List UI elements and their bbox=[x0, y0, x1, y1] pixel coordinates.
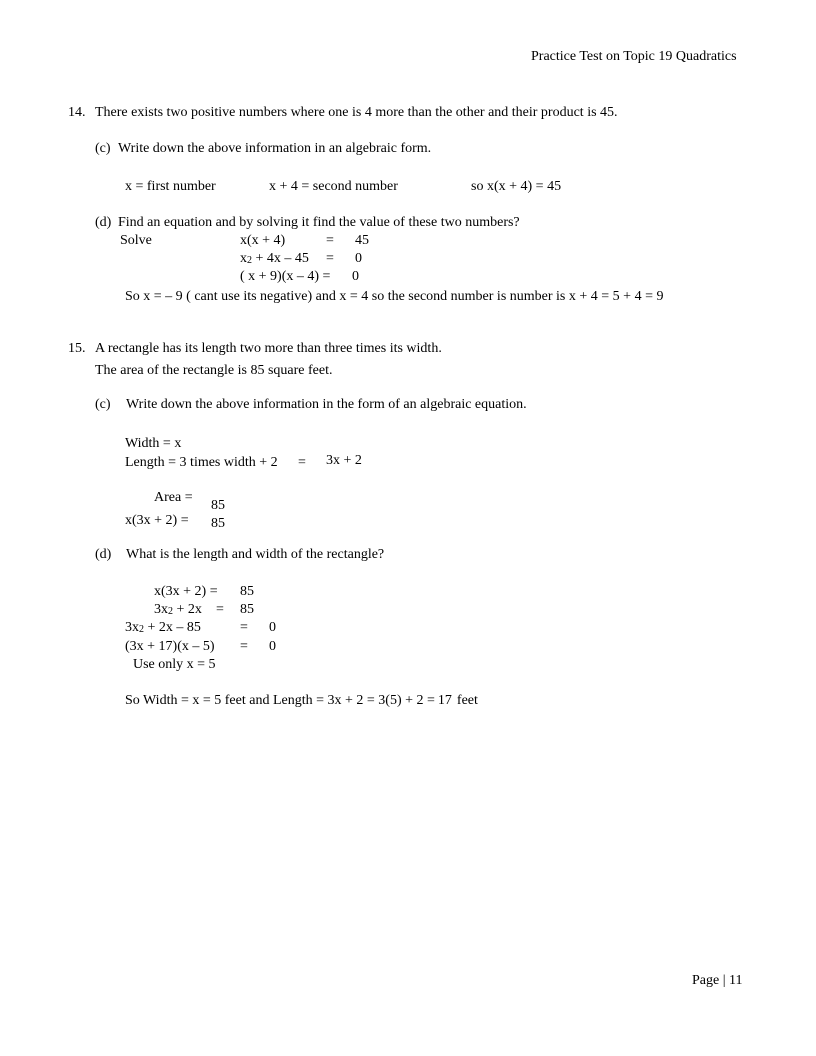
q14-prompt: There exists two positive numbers where one is 4 more than the other and their product is 45. bbox=[95, 105, 618, 120]
q15-length-value: 3x + 2 bbox=[326, 453, 362, 468]
q15-part-d-text: What is the length and width of the rectangle? bbox=[126, 547, 385, 562]
q15-step4-eq: = bbox=[240, 639, 248, 654]
q14-number: 14. bbox=[68, 105, 86, 120]
q15-prompt-line1: A rectangle has its length two more than three times its width. bbox=[95, 341, 442, 356]
q15-number: 15. bbox=[68, 341, 86, 356]
q15-area-equation-value: 85 bbox=[211, 516, 225, 531]
q15-part-d-label: (d) bbox=[95, 547, 112, 562]
q15-step4-lhs: (3x + 17)(x – 5) bbox=[125, 639, 215, 654]
q15-step2-lhs: 3x2 + 2x bbox=[154, 602, 202, 617]
q15-area-value: 85 bbox=[211, 498, 225, 513]
q14-solve-label: Solve bbox=[120, 233, 152, 248]
q15-step4-rhs: 0 bbox=[269, 639, 276, 654]
page-header-title: Practice Test on Topic 19 Quadratics bbox=[531, 49, 737, 64]
q15-step2-eq: = bbox=[216, 602, 224, 617]
q15-part-c-label: (c) bbox=[95, 397, 111, 412]
q15-use-only: Use only x = 5 bbox=[133, 657, 216, 672]
q15-step3-rhs: 0 bbox=[269, 620, 276, 635]
q14-row3-lhs: ( x + 9)(x – 4) = bbox=[240, 269, 331, 284]
q14-row3-rhs: 0 bbox=[352, 269, 359, 284]
q14-row1-lhs: x(x + 4) bbox=[240, 233, 286, 248]
q15-area-equation: x(3x + 2) = bbox=[125, 513, 189, 528]
q14-row2-lhs: x2 + 4x – 45 bbox=[240, 251, 309, 266]
q15-conclusion: So Width = x = 5 feet and Length = 3x + 2 = 3(5) + 2 = 17 feet bbox=[125, 693, 478, 708]
q14-part-d-text: Find an equation and by solving it find the value of these two numbers? bbox=[118, 215, 520, 230]
q14-row1-eq: = bbox=[326, 233, 334, 248]
page-footer-number: Page | 11 bbox=[692, 973, 743, 988]
q14-row2-eq: = bbox=[326, 251, 334, 266]
q15-prompt-line2: The area of the rectangle is 85 square feet. bbox=[95, 363, 333, 378]
q15-step1-lhs: x(3x + 2) = bbox=[154, 584, 218, 599]
q15-step3-lhs: 3x2 + 2x – 85 bbox=[125, 620, 201, 635]
q14-row1-rhs: 45 bbox=[355, 233, 369, 248]
q15-part-c-text: Write down the above information in the form of an algebraic equation. bbox=[126, 397, 527, 412]
q14-conclusion: So x = – 9 ( cant use its negative) and x = 4 so the second number is number is x + 4 = 5 + 4 = 9 bbox=[125, 289, 664, 304]
q14-part-d-label: (d) bbox=[95, 215, 112, 230]
q15-step1-rhs: 85 bbox=[240, 584, 254, 599]
q14-part-c-label: (c) bbox=[95, 141, 111, 156]
q14-equation: so x(x + 4) = 45 bbox=[471, 179, 562, 194]
q15-area-label: Area = bbox=[154, 490, 193, 505]
q14-first-number: x = first number bbox=[125, 179, 216, 194]
q15-step3-eq: = bbox=[240, 620, 248, 635]
q14-row2-rhs: 0 bbox=[355, 251, 362, 266]
q14-part-c-text: Write down the above information in an algebraic form. bbox=[118, 141, 432, 156]
q15-step2-rhs: 85 bbox=[240, 602, 254, 617]
q15-length-eq: = bbox=[298, 455, 306, 470]
q14-second-number: x + 4 = second number bbox=[269, 179, 398, 194]
q15-length-def: Length = 3 times width + 2 bbox=[125, 455, 278, 470]
q15-width-def: Width = x bbox=[125, 436, 182, 451]
